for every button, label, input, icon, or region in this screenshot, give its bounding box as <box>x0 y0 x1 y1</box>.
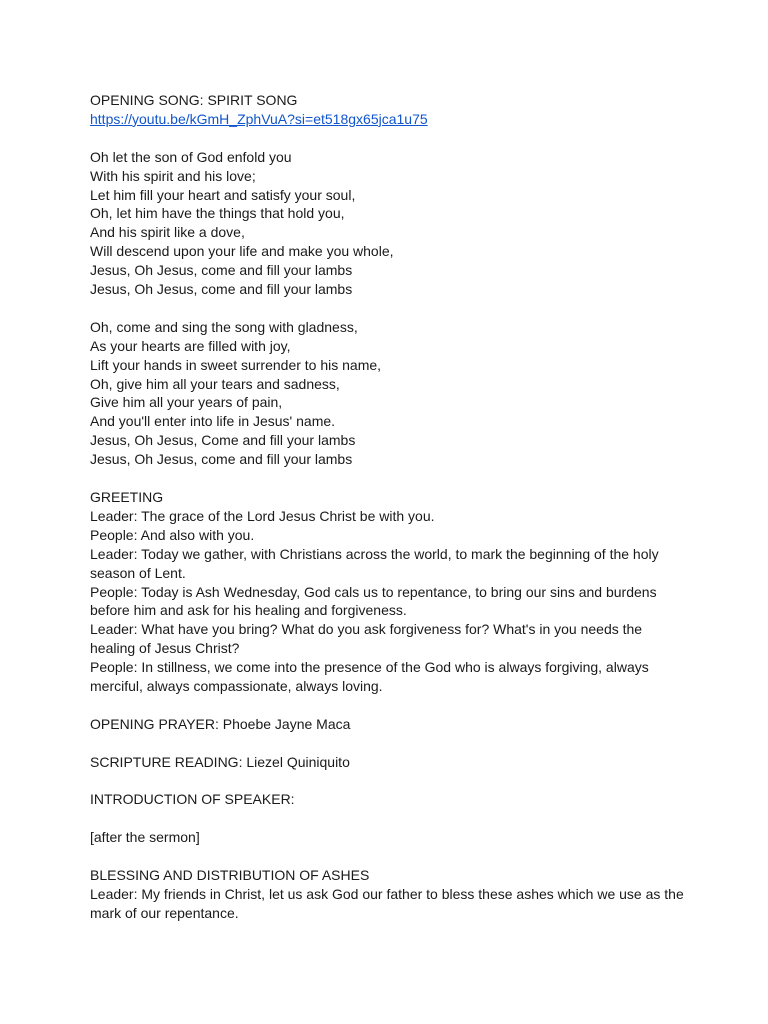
lyric-line: Jesus, Oh Jesus, come and fill your lambs <box>90 451 353 468</box>
lyric-line: And his spirit like a dove, <box>90 224 245 241</box>
lyric-line: And you'll enter into life in Jesus' name. <box>90 413 336 430</box>
greeting-line: Leader: The grace of the Lord Jesus Christ be with you. <box>90 507 435 524</box>
after-sermon-note: [after the sermon] <box>90 829 200 846</box>
document-page <box>90 91 690 923</box>
greeting-line: People: And also with you. <box>90 526 255 543</box>
greeting-line: People: In stillness, we come into the presence of the God who is always forgiving, always merciful, always compassionate, always loving. <box>90 659 649 695</box>
greeting-heading: GREETING <box>90 488 164 505</box>
spacer <box>90 734 690 753</box>
blessing-text: Leader: My friends in Christ, let us ask God our father to bless these ashes which we use as the mark of our repentance. <box>90 885 684 921</box>
greeting-line: People: Today is Ash Wednesday, God cals us to repentance, to bring our sins and burdens before him and ask for his healing and forgiveness. <box>90 583 657 619</box>
lyric-line: Lift your hands in sweet surrender to his name, <box>90 356 382 373</box>
lyric-line: As your hearts are filled with joy, <box>90 337 291 354</box>
verse-1 <box>90 148 690 299</box>
spacer <box>90 129 690 148</box>
lyric-line: Oh let the son of God enfold you <box>90 148 292 165</box>
song-link[interactable]: https://youtu.be/kGmH_ZphVuA?si=et518gx65jca1u75 <box>90 110 428 127</box>
lyric-line: Let him fill your heart and satisfy your soul, <box>90 186 356 203</box>
spacer <box>90 299 690 318</box>
lyric-line: Oh, give him all your tears and sadness, <box>90 375 340 392</box>
lyric-line: Jesus, Oh Jesus, Come and fill your lambs <box>90 432 356 449</box>
spacer <box>90 772 690 791</box>
scripture-reading: SCRIPTURE READING: Liezel Quiniquito <box>90 753 350 770</box>
greeting-line: Leader: What have you bring? What do you ask forgiveness for? What's in you needs the healing of Jesus Christ? <box>90 621 643 657</box>
verse-2 <box>90 318 690 469</box>
blessing-section <box>90 866 690 923</box>
lyric-line: With his spirit and his love; <box>90 167 256 184</box>
spacer <box>90 696 690 715</box>
spacer <box>90 469 690 488</box>
lyric-line: Will descend upon your life and make you whole, <box>90 243 394 260</box>
lyric-line: Jesus, Oh Jesus, come and fill your lambs <box>90 281 353 298</box>
lyric-line: Oh, let him have the things that hold you, <box>90 205 345 222</box>
spacer <box>90 809 690 828</box>
blessing-heading: BLESSING AND DISTRIBUTION OF ASHES <box>90 867 370 884</box>
lyric-line: Jesus, Oh Jesus, come and fill your lambs <box>90 262 353 279</box>
lyric-line: Give him all your years of pain, <box>90 394 283 411</box>
greeting-line: Leader: Today we gather, with Christians across the world, to mark the beginning of the holy season of Lent. <box>90 545 659 581</box>
lyric-line: Oh, come and sing the song with gladness, <box>90 318 358 335</box>
song-title: OPENING SONG: SPIRIT SONG <box>90 92 298 108</box>
greeting-section <box>90 488 690 696</box>
spacer <box>90 847 690 866</box>
introduction-of-speaker: INTRODUCTION OF SPEAKER: <box>90 791 295 808</box>
opening-prayer: OPENING PRAYER: Phoebe Jayne Maca <box>90 715 351 732</box>
